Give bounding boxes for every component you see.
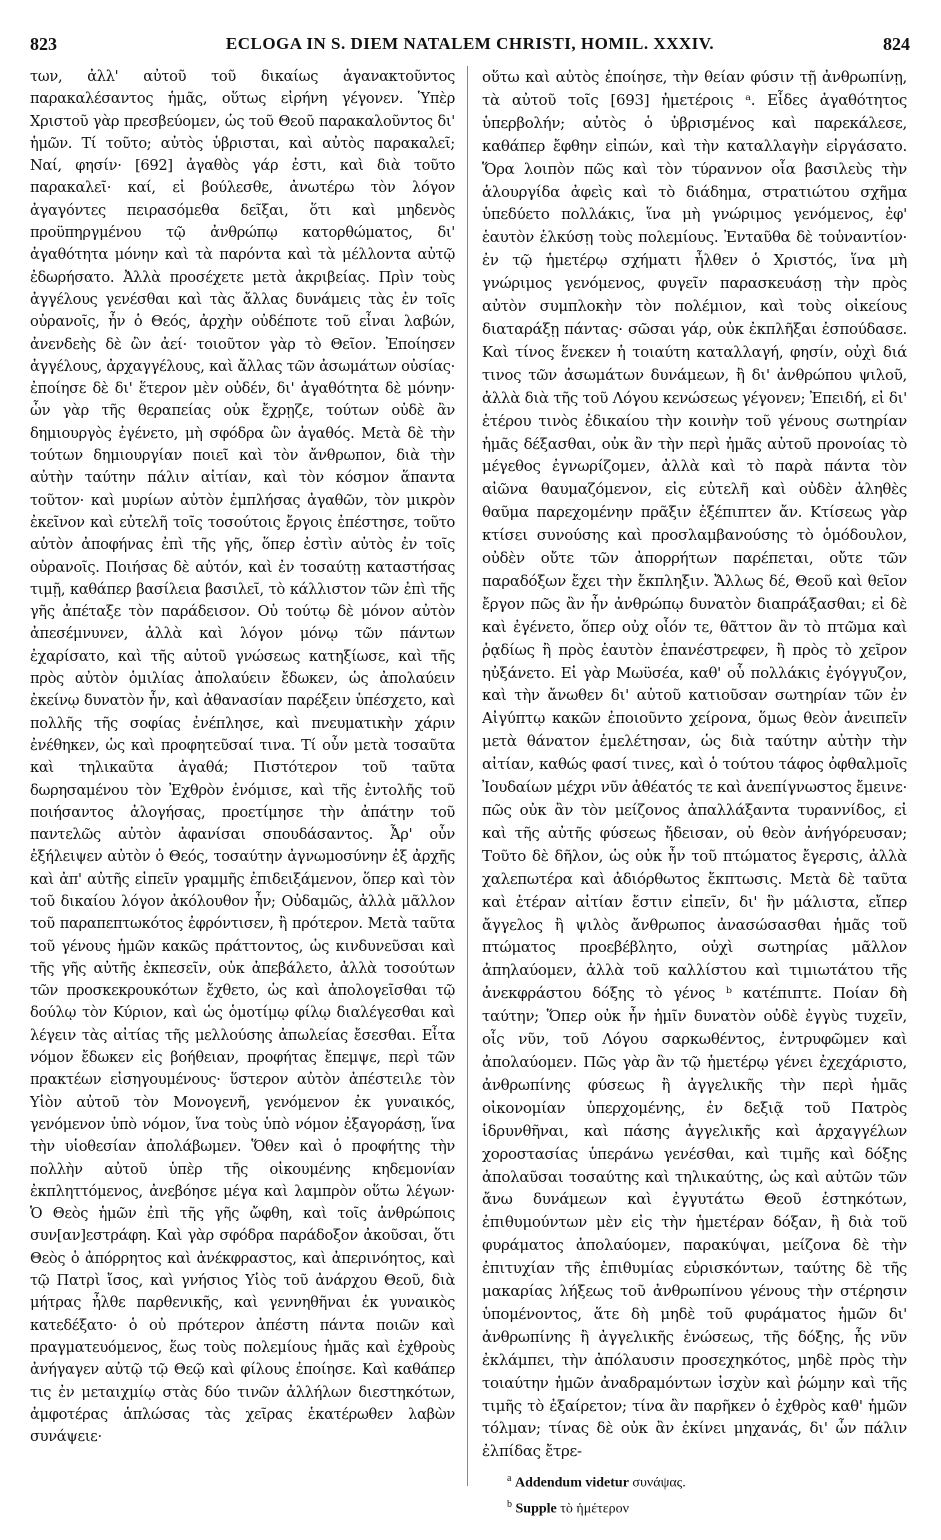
- footnote-greek: συνάψας.: [632, 1475, 686, 1491]
- footnote-a: [507, 1468, 907, 1494]
- column-divider: [467, 66, 468, 1486]
- page-number-left: 823: [30, 34, 57, 54]
- column-text: οὕτω καὶ αὐτὸς ἐποίησε, τὴν θείαν φύσιν τῇ ἀνθρωπίνῃ, τὰ αὐτοῦ τοῖς [693] ἡμετέροις ᵃ. Εἶδες ἀγαθότητος ὑπερβολήν; αὐτὸς ὁ ὑβρισμένος καὶ παρεκάλεσε, καθάπερ ἔφθην εἰπών, καὶ τὴν καταλλαγὴν εἰργάσατο. Ὅρα λοιπὸν πῶς καὶ τὸν τύραννον οἷα βασιλεὺς τὴν ἁλουργίδα ἀφεὶς καὶ τὸ διάδημα, στρατιώτου σχῆμα ὑπεδύετο πολλάκις, ἵνα μὴ γνώριμος γενόμενος, ἐφ' ἑαυτὸν ἑλκύσῃ τοὺς πολεμίους. Ἐνταῦθα δὲ τοὐναντίον· ἐν τῷ ἡμετέρῳ σχήματι ἦλθεν ὁ Χριστός, ἵνα μὴ γνώριμος γενόμενος, φυγεῖν παρασκευάσῃ τὴν πρὸς αὐτὸν συμπλοκὴν τὸν πολέμιον, καὶ τοὺς οἰκείους διαταράξῃ πάντας· σῶσαι γάρ, οὐκ ἐκπλῆξαι ἐσπούδασε. Καὶ τίνος ἕνεκεν ἡ τοιαύτη καταλλαγή, φησίν, οὐχὶ διά τινος τῶν ἀσωμάτων δυνάμεων, ἢ δι' ἀνθρώπου ψιλοῦ, ἀλλὰ διὰ τῆς τοῦ Λόγου κενώσεως γέγονεν; Ἐπειδή, εἰ δι' ἑτέρου τινὸς ἐδικαίου τὴν κοινὴν τοῦ γένους σωτηρίαν ἡμᾶς δέξασθαι, οὐκ ἂν τὴν περὶ ἡμᾶς αὐτοῦ προνοίας τὸ μέγεθος ἐγνωρίζομεν, ἀλλὰ καὶ τὸ παρὰ πάντα τὸν αἰῶνα θαυμαζόμενον, εἰς εὐτελῆ καὶ οὐδὲν ἀληθὲς θαῦμα παρεχομένην πρᾶξιν ἐξέπιπτεν ἄν. Κτίσεως γὰρ κτίσει συνούσης καὶ προσλαμβανούσης τὸ ὁμόδουλον, οὐδὲν οὔτε τῶν ἀπορρήτων παρέπεται, οὔτε τῶν παραδόξων ἔχει τὴν ἔκπληξιν. Ἄλλως δέ, Θεοῦ καὶ θεῖον ἔργον πῶς ἂν ἦν ἀνθρώπῳ δυνατὸν διαπράξασθαι; εἰ δὲ καὶ ἐγένετο, ὅπερ οὐχ οἷόν τε, θᾶττον ἂν τὸ πτῶμα καὶ ῥᾳδίως ἢ πρὸς ἑαυτὸν ἐπανέστρεφεν, ἢ πρὸς τὸ χεῖρον ηὐξάνετο. Εἰ γὰρ Μωϋσέα, καθ' οὗ πολλάκις ἐγόγγυζον, καὶ τὴν ἄνωθεν δι' αὐτοῦ κατιοῦσαν σωτηρίαν τῶν ἐν Αἰγύπτῳ κακῶν ἐποιοῦντο χείρονα, ὅμως θεὸν ἀνειπεῖν μετὰ θάνατον ἐμελέτησαν, ὡς διὰ ταύτην αὐτὴν τὴν αἰτίαν, καθώς φασί τινες, καὶ ὁ τούτου τάφος ὀφθαλμοῖς Ἰουδαίων μέχρι νῦν ἀθέατός τε καὶ ἀνεπίγνωστος ἔμεινε· πῶς οὐκ ἂν τὸν μείζονος ἀπαλλάξαντα τυραννίδος, εἰ καὶ τῆς αὐτῆς φύσεως ἤδεισαν, οὐ θεὸν ἀνήγόρευσαν; Τοῦτο δὲ δῆλον, ὡς οὐκ ἦν τοῦ πτώματος ἔγερσις, ἀλλὰ χαλεπωτέρα καὶ ἀδιόρθωτος ἔκπτωσις. Μετὰ δὲ ταῦτα καὶ ἑτέραν αἰτίαν ἔστιν εἰπεῖν, δι' ἣν μάλιστα, εἴπερ ἄγγελος ἢ ψιλὸς ἄνθρωπος ἀνασώσασθαι ἡμᾶς τοῦ πτώματος προεβέβλητο, οὐχὶ σωτηρίας μᾶλλον ἀπηλαύομεν, ἀλλὰ τοῦ καλλίστου καὶ τιμιωτάτου τῆς ἀνεκφράστου δόξης τὸ γένος ᵇ κατέπιπτε. Ποίαν δὴ ταύτην; Ὅπερ οὐκ ἦν ἡμῖν δυνατὸν οὐδὲ ἐγγὺς τυχεῖν, οἷς νῦν, τοῦ Λόγου σαρκωθέντος, ἐντρυφῶμεν καὶ ἀπολαύομεν. Πῶς γὰρ ἂν τῷ ἡμετέρῳ γένει ἐχεχάριστο, ἀνθρωπίνης φύσεως ἢ ἀγγελικῆς τὴν περὶ ἡμᾶς οἰκονομίαν ὑπερχομένης, ἐν δεξιᾷ τοῦ Πατρὸς ἱδρυνθῆναι, καὶ πάσης ἀγγελικῆς καὶ ἀρχαγγέλων χοροστασίας ὑπεράνω γενέσθαι, καὶ τιμῆς καὶ δόξης ἀπολαῦσαι τοσαύτης καὶ τηλικαύτης, ὡς καὶ αὐτῶν τῶν ἄνω δυνάμεων καὶ ἐγγυτάτω Θεοῦ ἑστηκότων, ἐπιθυμούντων μὲν εἰς τὴν ἡμετέραν δόξαν, ἢ διὰ τοῦ φυράματος ἀπολαύομεν, παρακύψαι, μείζονα δὲ τὴν ἐπιτυχίαν τῆς ἐπιθυμίας εὑρισκόντων, ταύτης δὲ τῆς μακαρίας λήξεως τοῦ ἀνθρωπίνου γένους τὴν στέρησιν ὑπομένοντος, ἅτε δὴ μηδὲ τοῦ φυράματος ἡμῶν δι' ἀνθρωπίνης ἢ ἀγγελικῆς ἑνώσεως, τῆς δόξης, ἧς νῦν ἐκλάμπει, τὴν ἀπόλαυσιν προσεχηκότος, μηδὲ πρὸς τὴν τοιαύτην ἡμῶν ἀναδραμόντων ἰσχὺν καὶ ῥώμην καὶ τῆς τιμῆς τὸ ἐξαίρετον; τίνα ἂν παρῆκεν ὁ ἐχθρὸς καθ' ἡμῶν τόλμαν; τίνας δὲ οὐκ ἂν ἐκίνει μηχανάς, δι' ὧν πάλιν ἐλπίδας ἔτρε-: [482, 68, 907, 1461]
- footnotes: [507, 1468, 907, 1519]
- text-column-right: [482, 66, 907, 1463]
- footnote-latin: Supple: [515, 1501, 557, 1517]
- running-head: [30, 34, 910, 60]
- footnote-latin: Addendum videtur: [514, 1475, 629, 1491]
- running-title: ECLOGA IN S. DIEM NATALEM CHRISTI, HOMIL. XXXIV.: [225, 34, 715, 53]
- text-column-left: [30, 66, 455, 1448]
- footnote-b: [507, 1494, 907, 1520]
- column-text: των, ἀλλ' αὐτοῦ τοῦ δικαίως ἀγανακτοῦντος παρακαλέσαντος ἡμᾶς, οὕτως εἰρήνη γέγονεν. Ὑπὲρ Χριστοῦ γὰρ πρεσβεύομεν, ὡς τοῦ Θεοῦ παρακαλοῦντος δι' ἡμῶν. Τί τοῦτο; αὐτὸς ὑβρισται, καὶ αὐτὸς παρακαλεῖ; Ναί, φησίν· [692] ἀγαθὸς γάρ ἐστι, καὶ διὰ τοῦτο παρακαλεῖ· καί, εἰ βούλεσθε, ἀνωτέρω τὸν λόγον ἀγαγόντες πειρασόμεθα δεῖξαι, ὅτι καὶ μηδενὸς προϋπηργμένου τῷ ἀνθρώπῳ κατορθώματος, δι' ἀγαθότητα μόνην καὶ τὰ παρόντα καὶ τὰ μέλλοντα αὐτῷ ἐδωρήσατο. Ἀλλὰ προσέχετε μετὰ ἀκριβείας. Πρὶν τοὺς ἀγγέλους γενέσθαι καὶ τὰς ἄλλας δυνάμεις τὰς ἐν τοῖς οὐρανοῖς, ἦν ὁ Θεός, ἀρχὴν οὐδέποτε τοῦ εἶναι λαβών, ἀνενδεὴς δὲ ὢν ἀεί· τοιοῦτον γὰρ τὸ Θεῖον. Ἐποίησεν ἀγγέλους, ἀρχαγγέλους, καὶ ἄλλας τῶν ἀσωμάτων οὐσίας· ἐποίησε δὲ δι' ἕτερον μὲν οὐδέν, δι' ἀγαθότητα δὲ μόνην· ὧν γὰρ τῆς θεραπείας οὐκ ἔχρῃζε, τούτων οὐδὲ ἂν δημιουργὸς ἐγένετο, μὴ σφόδρα ὢν ἀγαθός. Μετὰ δὲ τὴν τούτων δημιουργίαν ποιεῖ καὶ τὸν ἄνθρωπον, διὰ τὴν αὐτὴν ταύτην πάλιν αἰτίαν, καὶ τὸν κόσμον ἅπαντα τοῦτον· καὶ μυρίων αὐτὸν ἐμπλήσας ἀγαθῶν, τὸν μικρὸν ἐκεῖνον καὶ εὐτελῆ τοῖς τοσούτοις ἔργοις ἐπέστησε, τοῦτο αὐτὸν ἀποφήνας ἐπὶ τῆς γῆς, ὅπερ ἐστὶν αὐτὸς ἐν τοῖς οὐρανοῖς. Ποιήσας δὲ αὐτόν, καὶ ἐν τοσαύτῃ καταστήσας τιμῇ, καθάπερ βασίλεια βασιλεῖ, τὸ κάλλιστον τῶν ἐπὶ τῆς γῆς ἀπέταξε τὸν παράδεισον. Οὐ τούτῳ δὲ μόνον αὐτὸν ἀπεσέμνυνεν, ἀλλὰ καὶ λόγον μόνῳ τῶν πάντων ἐχαρίσατο, καὶ τῆς αὐτοῦ γνώσεως κατηξίωσε, καὶ τῆς πρὸς αὐτὸν ὁμιλίας ἀπολαύειν ἔδωκεν, ὡς ἀπολαύειν ἐκείνῳ δυνατὸν ἦν, καὶ ἀθανασίαν παρέξειν ὑπέσχετο, καὶ πολλῆς τῆς σοφίας ἐνέπλησε, καὶ πνευματικὴν χάριν ἐνέθηκεν, ὡς καὶ προφητεῦσαί τινα. Τί οὖν μετὰ τοσαῦτα καὶ τηλικαῦτα ἀγαθά; Πιστότερον τοῦ ταῦτα δωρησαμένου τὸν Ἐχθρὸν ἐνόμισε, καὶ τῆς ἐντολῆς τοῦ ποιήσαντος ἀλογήσας, προετίμησε τὴν ἀπάτην τοῦ παντελῶς αὐτὸν ἀφανίσαι σπουδάσαντος. Ἆρ' οὖν ἐξήλειψεν αὐτὸν ὁ Θεός, τοσαύτην ἀγνωμοσύνην ἐξ ἀρχῆς καὶ ἀπ' αὐτῆς εἰπεῖν γραμμῆς ἐπιδειξάμενον, ὅπερ καὶ τὸν τοῦ δικαίου λόγον ἀκόλουθον ἦν; Οὐδαμῶς, ἀλλὰ μᾶλλον τοῦ παραπεπτωκότος ἐφρόντισεν, ἢ πρότερον. Μετὰ ταῦτα τοῦ γένους ἡμῶν κακῶς πράττοντος, ὡς κινδυνεῦσαι καὶ τῆς γῆς αὐτῆς ἐκπεσεῖν, οὐκ ἀπεβάλετο, ἀλλὰ τοσούτων τῶν προσκεκρουκότων ἔχθετο, ὡς καὶ ἀπολογεῖσθαι τῷ δούλῳ τὸν Κύριον, καὶ ὡς ὁμοτίμῳ φίλῳ διαλέγεσθαι καὶ λέγειν τὰς αἰτίας τῆς μελλούσης ἀπωλείας ἔσεσθαι. Εἶτα νόμον ἔδωκεν εἰς βοήθειαν, προφήτας ἔπεμψε, περὶ τῶν πρακτέων εἰσηγουμένους· ὕστερον αὐτὸν ἀπέστειλε τὸν Υἱὸν αὐτοῦ τὸν Μονογενῆ, γενόμενον ἐκ γυναικός, γενόμενον ὑπὸ νόμον, ἵνα τοὺς ὑπὸ νόμον ἐξαγοράσῃ, ἵνα τὴν υἱοθεσίαν ἀπολάβωμεν. Ὅθεν καὶ ὁ προφήτης τὴν πολλὴν αὐτοῦ ὑπὲρ τῆς οἰκουμένης κηδεμονίαν ἐκπληττόμενος, ἀνεβόησε μέγα καὶ λαμπρὸν οὕτω λέγων· Ὁ Θεὸς ἡμῶν ἐπὶ τῆς γῆς ὤφθη, καὶ τοῖς ἀνθρώποις συν[αν]εστράφη. Καὶ γὰρ σφόδρα παράδοξον ἀκοῦσαι, ὅτι Θεὸς ὁ ἀπόρρητος καὶ ἀνέκφραστος, καὶ ἀπερινόητος, καὶ τῷ Πατρὶ ἴσος, καὶ γνήσιος Υἱὸς τοῦ ἀνάρχου Θεοῦ, διὰ μήτρας ἦλθε παρθενικῆς, καὶ γεννηθῆναι ἐκ γυναικὸς κατεδέξατο· ὁ οὐ πρότερον ἀπέστη πάντα ποιῶν καὶ πραγματευόμενος, ἕως τοὺς πολεμίους ἡμᾶς καὶ ἐχθροὺς ἀνήγαγεν αὐτῷ τῷ Θεῷ καὶ φίλους ἐποίησε. Καὶ καθάπερ τις ἐν μεταιχμίῳ στὰς δύο τινῶν ἀλλήλων διεστηκότων, ἀμφοτέρας ἁπλώσας τὰς χεῖρας ἑκατέρωθεν λαβὼν συνάψειε·: [30, 68, 455, 1446]
- footnote-mark: b: [507, 1498, 512, 1510]
- footnote-greek: τὸ ἡμέτερον: [560, 1501, 629, 1517]
- footnote-mark: a: [507, 1473, 512, 1484]
- page-number-right: 824: [883, 34, 910, 54]
